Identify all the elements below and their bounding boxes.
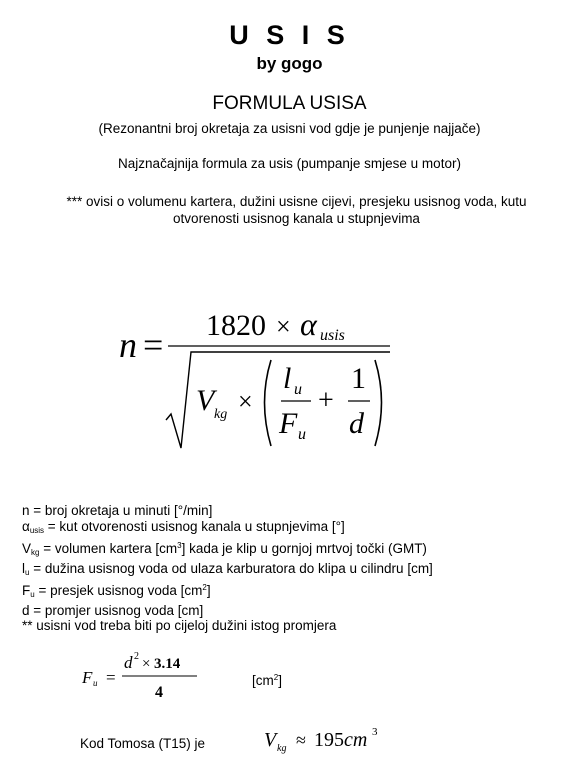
tomos-volume-formula [262,720,412,760]
legend [22,503,433,634]
legend-alpha-text: = kut otvorenosti usisnog kanala u stupnjevima [°] [44,518,345,534]
dependency-note [14,193,579,227]
legend-d: d = promjer usisnog voda [cm] [22,602,204,618]
tomos-v: V [264,729,277,751]
tomos-v-sub: kg [277,743,287,754]
page-title: U S I S [229,20,350,50]
legend-f-text-b: ] [206,583,211,598]
tomos-label: Kod Tomosa (T15) je [80,736,206,751]
author-line: by gogo [256,54,323,73]
area-f: F [82,668,93,687]
formula-one: 1 [351,362,366,395]
area-equals: = [106,668,116,687]
formula-equals: = [143,325,164,365]
legend-l-sub: u [25,567,30,577]
legend-f-symbol: F [22,583,31,598]
area-unit-text-a: [cm [252,673,274,688]
subtitle: (Rezonantni broj okretaja za usisni vod gdje je punjenje najjače) [98,121,481,136]
area-formula [70,645,220,705]
legend-v-sup: 3 [177,541,182,550]
area-times: × [142,656,151,672]
legend-alpha-sub: usis [29,525,45,535]
legend-f-sup: 2 [202,583,207,592]
formula-f: F [279,407,298,440]
legend-vkg [22,538,433,561]
legend-n: n = broj okretaja u minuti [°/min] [22,503,213,518]
area-unit-sup: 2 [273,673,279,682]
formula-alpha-sub: usis [320,327,345,344]
area-unit [252,673,282,688]
formula-l-sub: u [294,381,302,398]
tomos-approx: ≈ [296,730,306,750]
legend-v-symbol: V [22,541,32,556]
paren-right [375,360,382,446]
formula-constant: 1820 [206,309,266,342]
formula-v-sub: kg [214,407,228,422]
formula-alpha: α [300,306,317,342]
formula-l: l [283,362,292,395]
legend-l-text: = dužina usisnog voda od ulaza karburatora do klipa u cilindru [cm] [29,560,433,576]
dependency-line-2: otvorenosti usisnog kanala u stupnjevima [173,211,420,226]
legend-fu [22,580,433,603]
legend-note: ** usisni vod treba biti po cijeloj dužini istog promjera [22,618,337,633]
paren-left [265,360,272,446]
legend-alpha [22,519,433,539]
area-den: 4 [155,684,163,701]
tomos-unit-sup: 3 [372,726,378,738]
tomos-value: 195 [314,729,344,751]
section-heading: FORMULA USISA [212,93,367,114]
formula-f-sub: u [298,426,306,443]
legend-alpha-symbol: α [22,518,30,534]
formula-times-2: × [238,387,253,416]
area-d-sq: 2 [134,651,139,662]
legend-l-symbol: l [22,560,25,576]
dependency-line-1: *** ovisi o volumenu kartera, dužini usisne cijevi, presjeku usisnog voda, kutu [66,194,527,209]
tomos-unit: cm [344,729,368,751]
legend-v-text-a: = volumen kartera [cm [39,541,178,556]
area-f-sub: u [93,678,98,688]
legend-f-sub: u [30,590,35,599]
formula-lhs: n [119,325,137,365]
legend-lu [22,561,433,581]
importance-text: Najznačajnija formula za usis (pumpanje smjese u motor) [118,156,461,171]
formula-v: V [196,384,215,417]
legend-v-text-b: ] kada je klip u gornjoj mrtvoj točki (GMT) [181,541,427,556]
rpm-formula [0,290,579,460]
legend-f-text-a: = presjek usisnog voda [cm [34,583,203,598]
formula-plus: + [318,385,334,416]
area-unit-text-b: ] [278,673,282,688]
formula-d: d [349,407,364,440]
area-pi: 3.14 [154,656,181,672]
formula-times-1: × [276,312,291,341]
area-d: d [124,653,133,672]
legend-v-sub: kg [31,548,40,557]
